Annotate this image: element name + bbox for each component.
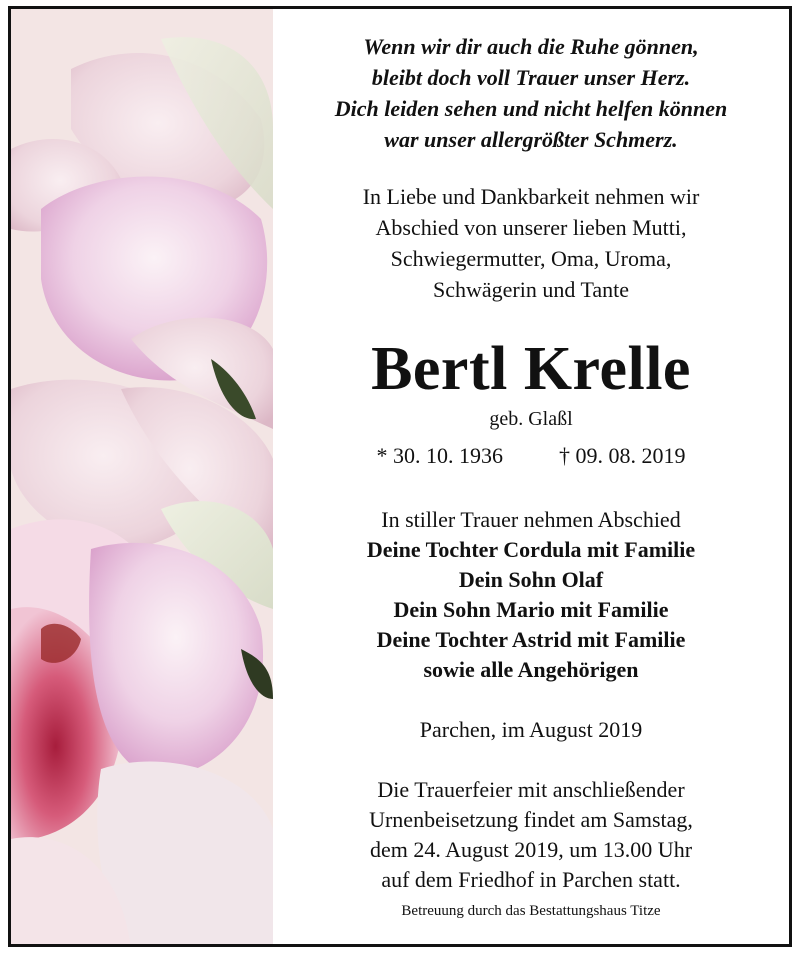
funeral-line: auf dem Friedhof in Parchen statt. [381, 867, 681, 892]
birth-name: geb. Glaßl [489, 408, 573, 430]
obituary-text [273, 9, 789, 944]
mourning-intro: In stiller Trauer nehmen Abschied [381, 507, 681, 532]
mourner: sowie alle Angehörigen [423, 657, 639, 682]
funeral-info [273, 775, 789, 895]
life-dates [273, 441, 789, 471]
mourner: Dein Sohn Olaf [458, 567, 604, 592]
poem-line: Dich leiden sehen und nicht helfen können [334, 96, 728, 121]
place-date: Parchen, im August 2019 [419, 717, 643, 742]
poem-line: war unser allergrößter Schmerz. [384, 127, 678, 152]
intro-line: Schwiegermutter, Oma, Uroma, [390, 246, 672, 271]
intro-line: Schwägerin und Tante [432, 277, 629, 302]
birth-date: * 30. 10. 1936 [376, 443, 503, 468]
magnolia-image [11, 9, 273, 944]
poem [273, 31, 789, 155]
undertaker-credit: Betreuung durch das Bestattungshaus Titze [401, 903, 661, 919]
poem-line: Wenn wir dir auch die Ruhe gönnen, [363, 34, 699, 59]
obituary-frame [8, 6, 792, 947]
magnolia-illustration [11, 9, 273, 944]
intro-line: Abschied von unserer lieben Mutti, [375, 215, 687, 240]
mourners-list [273, 535, 789, 685]
poem-line: bleibt doch voll Trauer unser Herz. [371, 65, 691, 90]
funeral-line: Urnenbeisetzung findet am Samstag, [369, 807, 693, 832]
intro-line: In Liebe und Dankbarkeit nehmen wir [362, 184, 700, 209]
mourner: Deine Tochter Cordula mit Familie [366, 537, 696, 562]
farewell-intro [273, 181, 789, 305]
mourner: Deine Tochter Astrid mit Familie [376, 627, 686, 652]
funeral-line: Die Trauerfeier mit anschließender [377, 777, 685, 802]
mourner: Dein Sohn Mario mit Familie [393, 597, 669, 622]
death-date: † 09. 08. 2019 [559, 443, 686, 468]
funeral-line: dem 24. August 2019, um 13.00 Uhr [369, 837, 693, 862]
deceased-name: Bertl Krelle [371, 335, 691, 403]
